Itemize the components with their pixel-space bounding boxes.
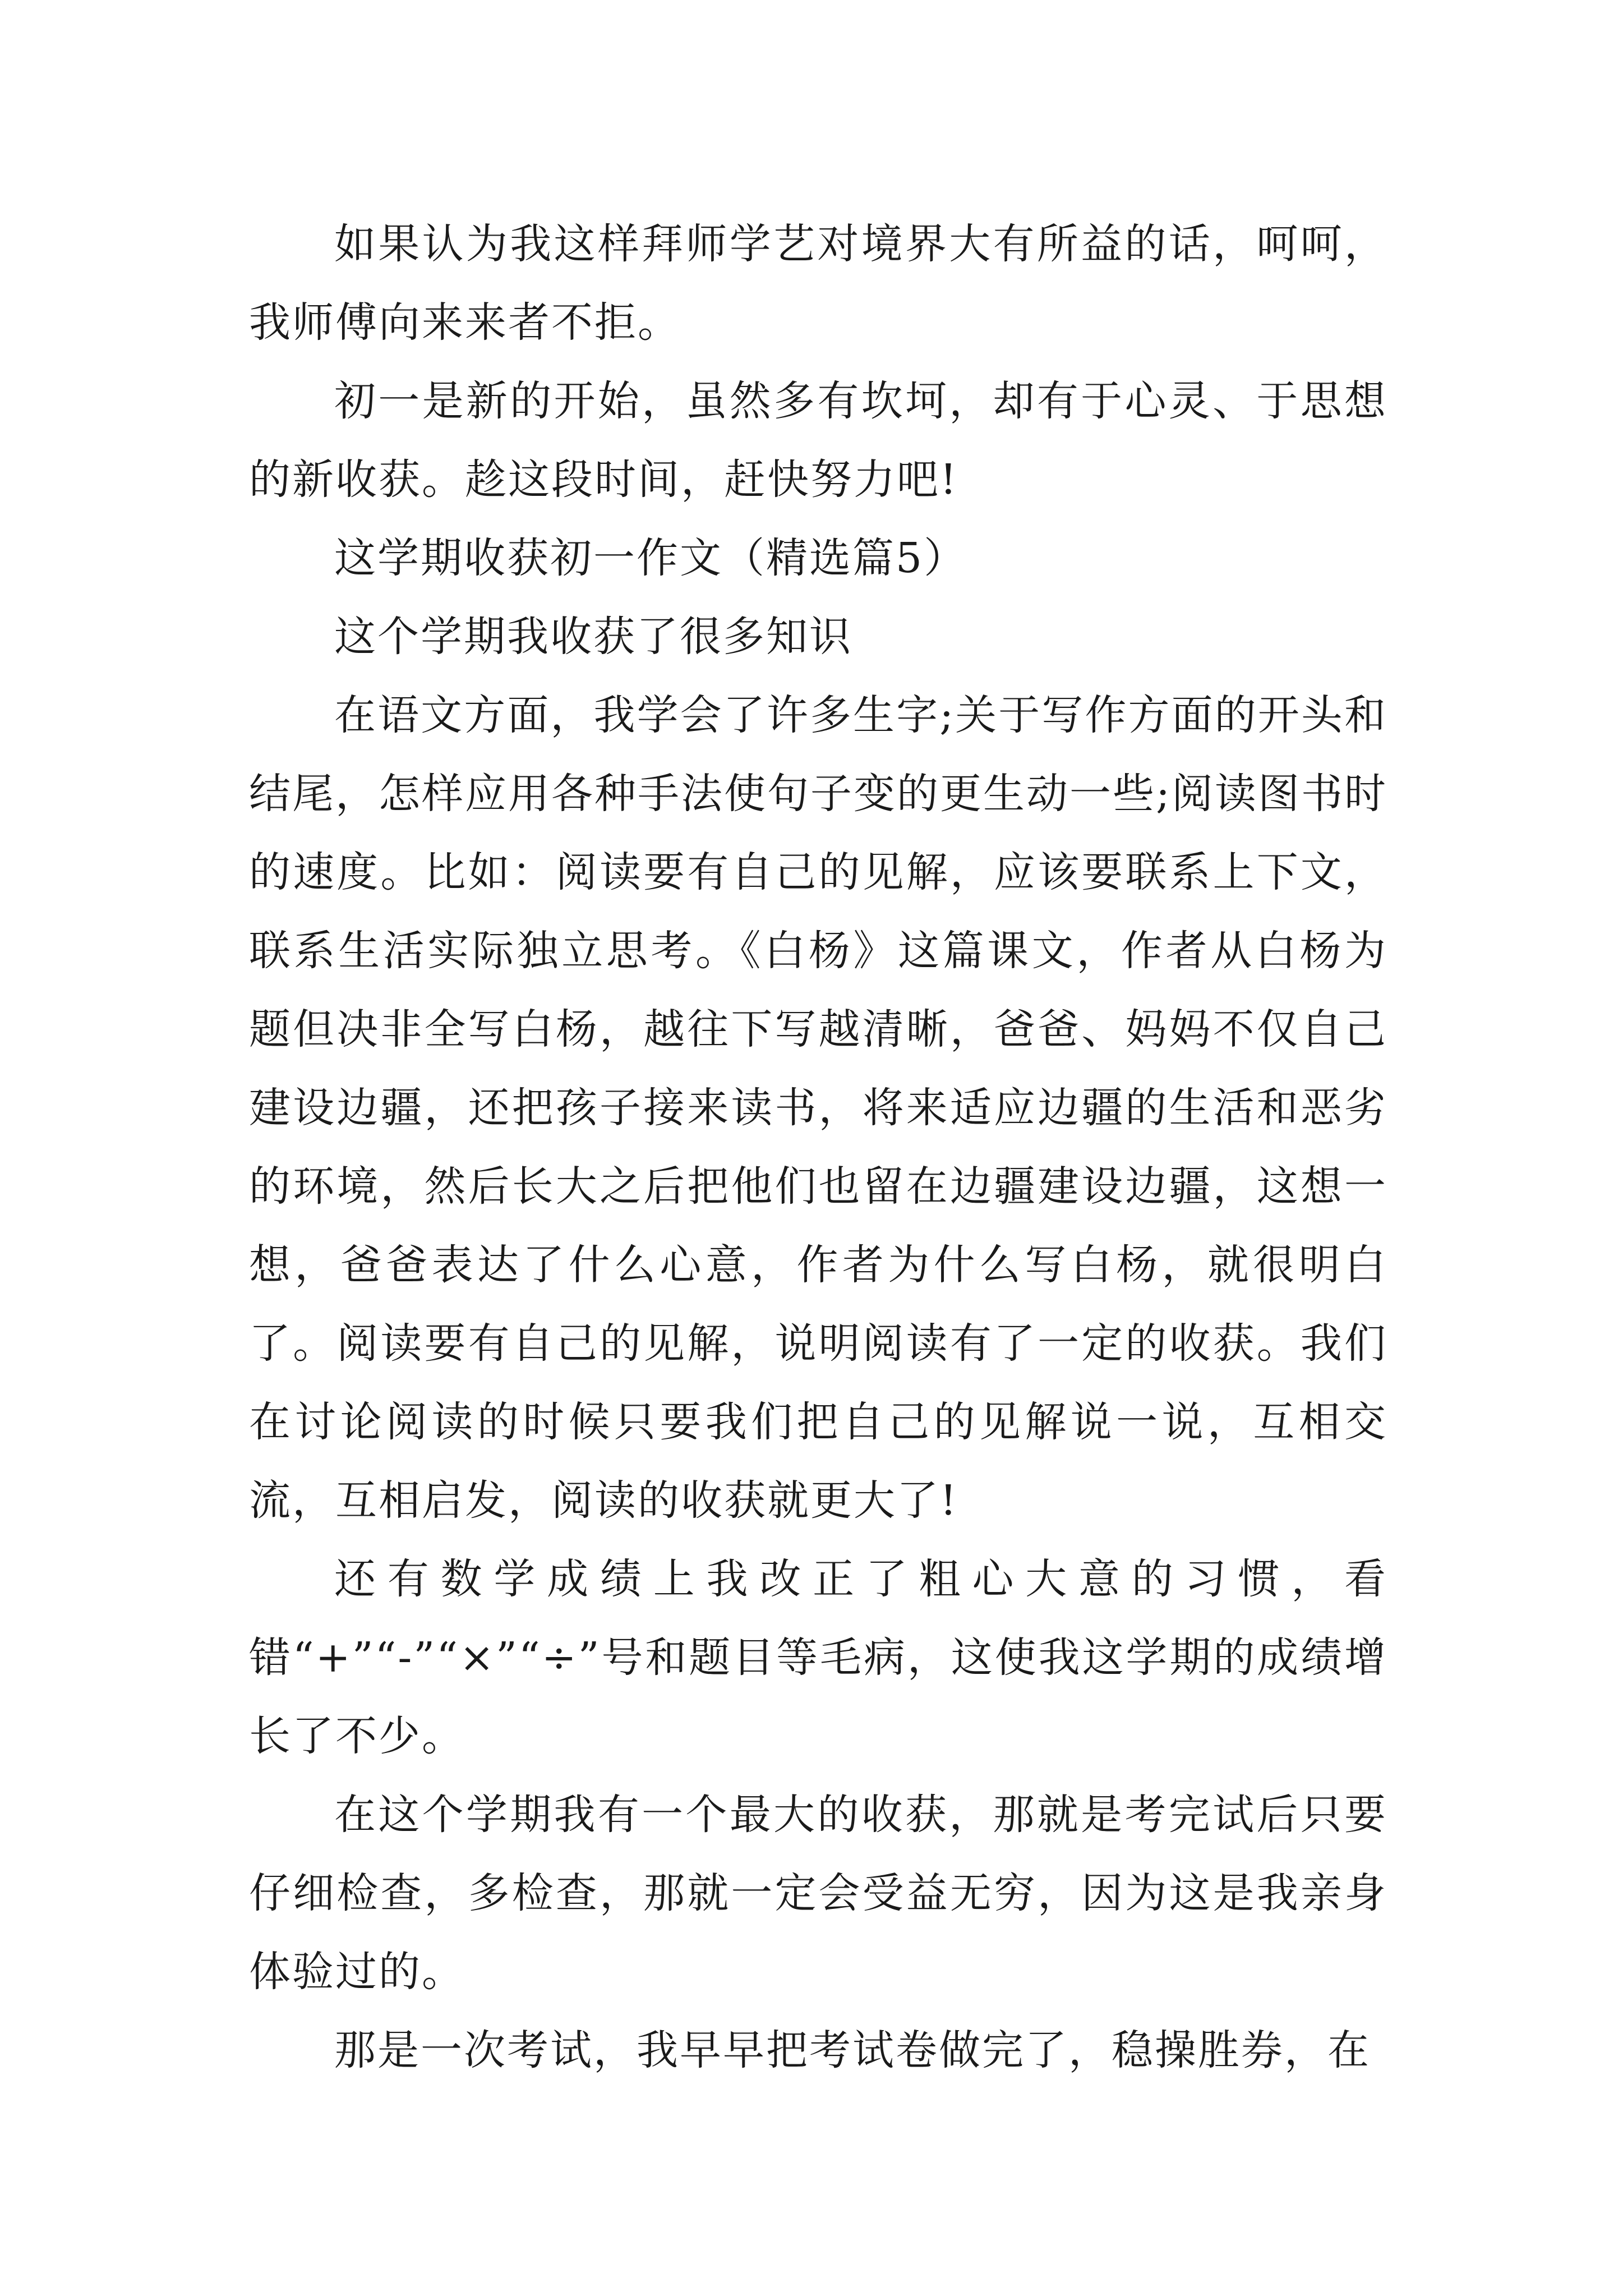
paragraph: 初一是新的开始，虽然多有坎坷，却有于心灵、于思想的新收获。趁这段时间，赶快努力吧! [249, 377, 1387, 504]
section-heading: 这学期收获初一作文（精选篇5） [334, 534, 967, 582]
paragraph: 在这个学期我有一个最大的收获，那就是考完试后只要仔细检查，多检查，那就一定会受益无穷，因为这是我亲身体验过的。 [249, 1791, 1387, 1996]
paragraph: 还有数学成绩上我改正了粗心大意的习惯，看错“+”“-”“×”“÷”号和题目等毛病，这使我这学期的成绩增长了不少。 [249, 1555, 1387, 1760]
paragraph: 在语文方面，我学会了许多生字;关于写作方面的开头和结尾，怎样应用各种手法使句子变的更生动一些;阅读图书时的速度。比如：阅读要有自己的见解，应该要联系上下文，联系生活实际独立思考。《白杨》这篇课文，作者从白杨为题但决非全写白杨，越往下写越清晰，爸爸、妈妈不仅自己建设边疆，还把孩子接来读书，将来适应边疆的生活和恶劣的环境，然后长大之后把他们也留在边疆建设边疆，这想一想，爸爸表达了什么心意，作者为什么写白杨，就很明白了。阅读要有自己的见解，说明阅读有了一定的收获。我们在讨论阅读的时候只要我们把自己的见解说一说，互相交流，互相启发，阅读的收获就更大了! [249, 691, 1387, 1525]
document-body [249, 205, 1387, 2090]
paragraph: 如果认为我这样拜师学艺对境界大有所益的话，呵呵，我师傅向来来者不拒。 [249, 220, 1387, 347]
essay-title: 这个学期我收获了很多知识 [334, 613, 852, 661]
paragraph: 那是一次考试，我早早把考试卷做完了，稳操胜券，在 [334, 2026, 1371, 2074]
